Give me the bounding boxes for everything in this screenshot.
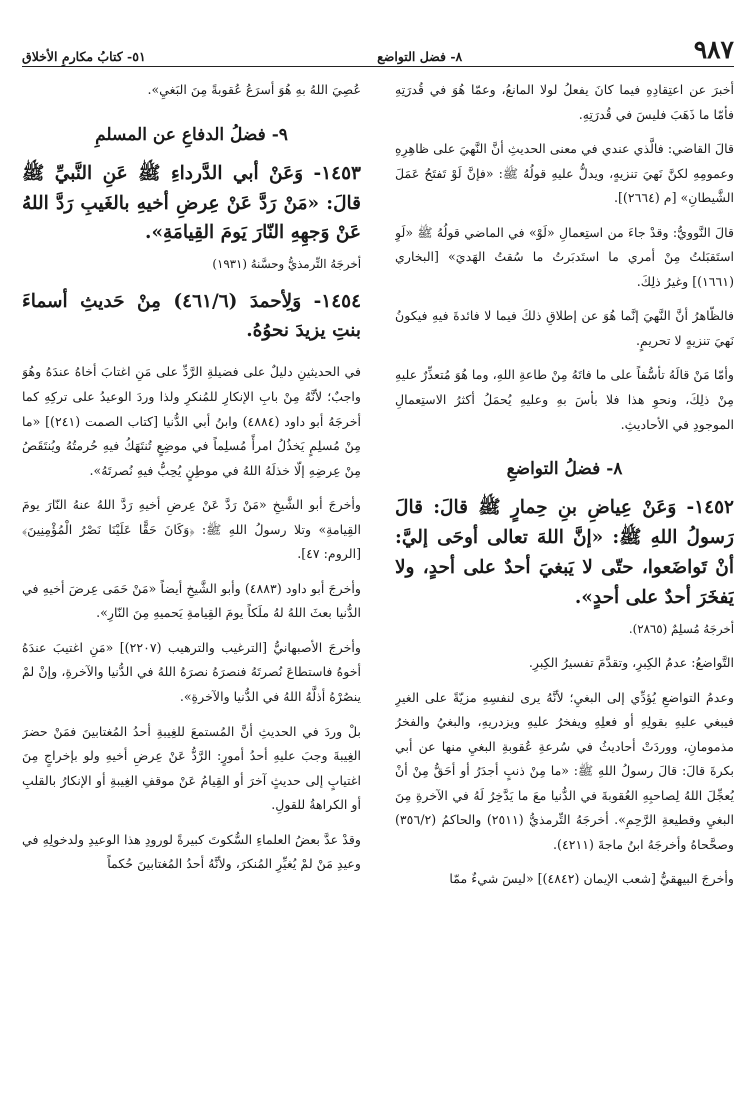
paragraph: وأخرجَ البيهقيُّ [شعب الإيمان (٤٨٤٢)] «ليسَ شيءٌ ممّا <box>449 871 734 887</box>
paragraph: فالظّاهرُ أنَّ النَّهيَ إنَّما هُوَ عن إطلاقِ ذلكَ فيما لا فائدةَ فيهِ فيكونُ نَهيَ تنزيهٍ لا تحريمٍ. <box>395 308 734 348</box>
paragraph: وأخرجَ الأصبهانيُّ [الترغيب والترهيب (٢٢٠٧)] «مَنِ اغتيبَ عندَهُ أخوهُ فاستطاعَ نُصرتَهُ فنصرَهُ نصرَهُ اللهُ في الدُّنيا والآخرةِ، وإنْ لمْ ينصُرْهُ أذلَّهُ اللهُ في الدُّنيا والآخرةِ». <box>22 639 361 704</box>
paragraph: وأخرجَ أبو الشَّيخِ «مَنْ رَدَّ عَنْ عِرضِ أخيهِ رَدَّ اللهُ عنهُ النّارَ يومَ القِيامةِ» وتلا رسولُ اللهِ ﷺ: ﴿وَكَانَ حَقًّا عَلَيْنَا نَصْرُ الْمُؤْمِنِينَ﴾ [الروم: ٤٧]. <box>22 497 361 562</box>
takhrij-1452: أخرجَهُ مُسلِمٌ (٢٨٦٥). <box>628 621 734 636</box>
paragraph: في الحديثينِ دليلٌ على فضيلةِ الرَّدِّ على مَنِ اغتابَ أخاهُ عندَهُ وهُوَ واجبٌ؛ لأنَّهُ مِنْ بابِ الإنكارِ للمُنكرِ ولذا وردَ الوعيدُ على تركِهِ كما أخرجَهُ أبو داود (٤٨٨٤) وابنُ أبي الدُّنيا [كتاب الصمت (٢٤١)] «ما مِنْ مُسلِمٍ يَخذُلُ امرأً مُسلِماً في موضِعٍ تُنتَهَكُ فيهِ حُرمتُهُ ويُنتَقَصُ مِنْ عِرضِهِ إلّا خذلَهُ اللهُ في موطِنٍ يُحِبُّ فيهِ نُصرتَهُ». <box>22 364 361 478</box>
section-running-title: ٨- فضل التواضع <box>377 49 463 64</box>
hadith-1453: ١٤٥٣- وَعَنْ أبي الدَّرداءِ ﷺ عَنِ النَّبيِّ ﷺ قالَ: «مَنْ رَدَّ عَنْ عِرضِ أخيهِ بالغَيبِ رَدَّ اللهُ عَنْ وَجهِهِ النّارَ يَومَ القِيامَةِ». <box>22 162 361 244</box>
spacer <box>22 352 361 360</box>
paragraph: قالَ النَّوويُّ: وقدْ جاءَ من استِعمالِ «لَوْ» في الماضي قولُهُ ﷺ «لَوِ استَقبَلتُ مِنْ أمري ما استَدبَرتُ ما سُقتُ الهَديَ» [البخاري (١٦٦١)] وغيرُ ذلِكَ. <box>395 224 734 289</box>
hadith-1454: ١٤٥٤- وَلِأحمدَ (٤٦١/٦) مِنْ حَديثِ أسماءَ بنتِ يزيدَ نحوُهُ. <box>22 290 361 342</box>
hadith-1452: ١٤٥٢- وَعَنْ عِياضِ بنِ حِمارٍ ﷺ قالَ: قالَ رَسولُ اللهِ ﷺ: «إنَّ اللهَ تعالى أوحَى إليَّ: أنْ تَواضَعوا، حتّى لا يَبغيَ أحدٌ على أحدٍ، ولا يَفخَرَ أحدٌ على أحدٍ». <box>395 497 734 609</box>
paragraph: أخبرَ عن اعتِقادِهِ فيما كانَ يفعلُ لولا المانعُ، وعمّا هُوَ في قُدرَتِهِ فأمّا ما ذَهَبَ فليسَ في قُدرَتِهِ. <box>395 82 734 122</box>
section-heading-defense: ٩- فضلُ الدفاعِ عن المسلمِ <box>95 124 288 145</box>
page-number: ٩٨٧ <box>693 35 734 64</box>
paragraph: عُصِيَ اللهُ بهِ هُوَ أسرَعُ عُقوبةً مِنَ البَغيِ». <box>147 82 361 97</box>
takhrij-1453: أخرجَهُ التِّرمذيُّ وحسَّنهُ (١٩٣١) <box>212 257 361 272</box>
page-columns <box>22 78 734 1080</box>
page-header <box>22 34 734 67</box>
book-running-title: ٥١- كتابُ مكارمِ الأخلاق <box>22 49 146 64</box>
section-heading-humility: ٨- فضلُ التواضعِ <box>506 459 623 480</box>
paragraph: وقدْ عدَّ بعضُ العلماءِ السُّكوتَ كبيرةً لورودِ هذا الوعيدِ ولدخولِهِ في وعيدِ مَنْ لمْ يُغيِّرِ المُنكرَ، ولأنَّهُ أحدُ المُغتابينَ حُكماً <box>22 831 361 872</box>
paragraph: بلْ وردَ في الحديثِ أنَّ المُستمعَ للغِيبةِ أحدُ المُغتابينَ فمَنْ حضرَ الغِيبةَ وجبَ عليهِ أحدُ أمورٍ: الرَّدُّ عَنْ عِرضِ أخيهِ ولو بإخراجٍ مِنَ اغتيابٍ إلى حديثٍ آخرَ أو القِيامُ عَنْ موقفِ الغِيبةِ أو الإنكارُ بالقلبِ أو الكراهةُ للقولِ. <box>22 723 361 813</box>
paragraph: وأمّا مَنْ قالَهُ تأسُّفاً على ما فاتَهُ مِنْ طاعةِ اللهِ، وما هُوَ مُتعذِّرٌ عليهِ مِنْ ذلِكَ، ونحوِ هذا فلا بأسَ بهِ وعليهِ يُحمَلُ أكثرُ الاستِعمالِ الموجودِ في الأحاديثِ. <box>395 367 734 432</box>
right-column <box>395 78 734 1080</box>
paragraph: وعدمُ التواضعِ يُؤدِّي إلى البغيِ؛ لأنَّهُ يرى لنفسِهِ مزيّةً على الغيرِ فيبغي عليهِ بقولِهِ أو فعلِهِ ويفخرُ عليهِ ويزدريهِ، والبغيُ والفخرُ مذمومانِ، ووردَتْ أحاديثُ في سُرعةِ عُقوبةِ البغيِ منها عن أبي بكرةَ قالَ: قالَ رسولُ اللهِ ﷺ: «ما مِنْ ذنبٍ أجدَرُ أو أحَقُّ مِنْ أنْ يُعجِّلَ اللهُ لِصاحبِهِ العُقوبةَ في الدُّنيا معَ ما يَدَّخِرُ لَهُ في الآخرةِ مِنَ البغيِ وقطيعةِ الرَّحِمِ». أخرجَهُ التِّرمذيُّ (٢٥١١) والحاكمُ (٣٥٦/٢) وصحَّحاهُ وأخرجَهُ ابنُ ماجةَ (٤٢١١). <box>395 689 734 852</box>
paragraph: التَّواضعُ: عدمُ الكِبرِ، وتقدَّمَ تفسيرُ الكِبرِ. <box>528 655 734 671</box>
paragraph: وأخرجَ أبو داود (٤٨٨٣) وأبو الشَّيخِ أيضاً «مَنْ حَمَى عِرضَ أخيهِ في الدُّنيا بعثَ اللهُ لهُ ملَكاً يومَ القِيامةِ يَحميهِ مِنَ النّارِ». <box>22 580 361 621</box>
left-column <box>22 78 361 1080</box>
paragraph: قالَ القاضي: فالَّذي عندي في معنى الحديثِ أنَّ النَّهيَ على ظاهِرِهِ وعمومِهِ لكنَّ نَهيَ تنزيهٍ، ويدلُّ عليهِ قولُهُ ﷺ: «فإنَّ لَوْ تَفتَحُ عَمَلَ الشَّيطانِ» [م (٢٦٦٤)]. <box>395 141 734 206</box>
